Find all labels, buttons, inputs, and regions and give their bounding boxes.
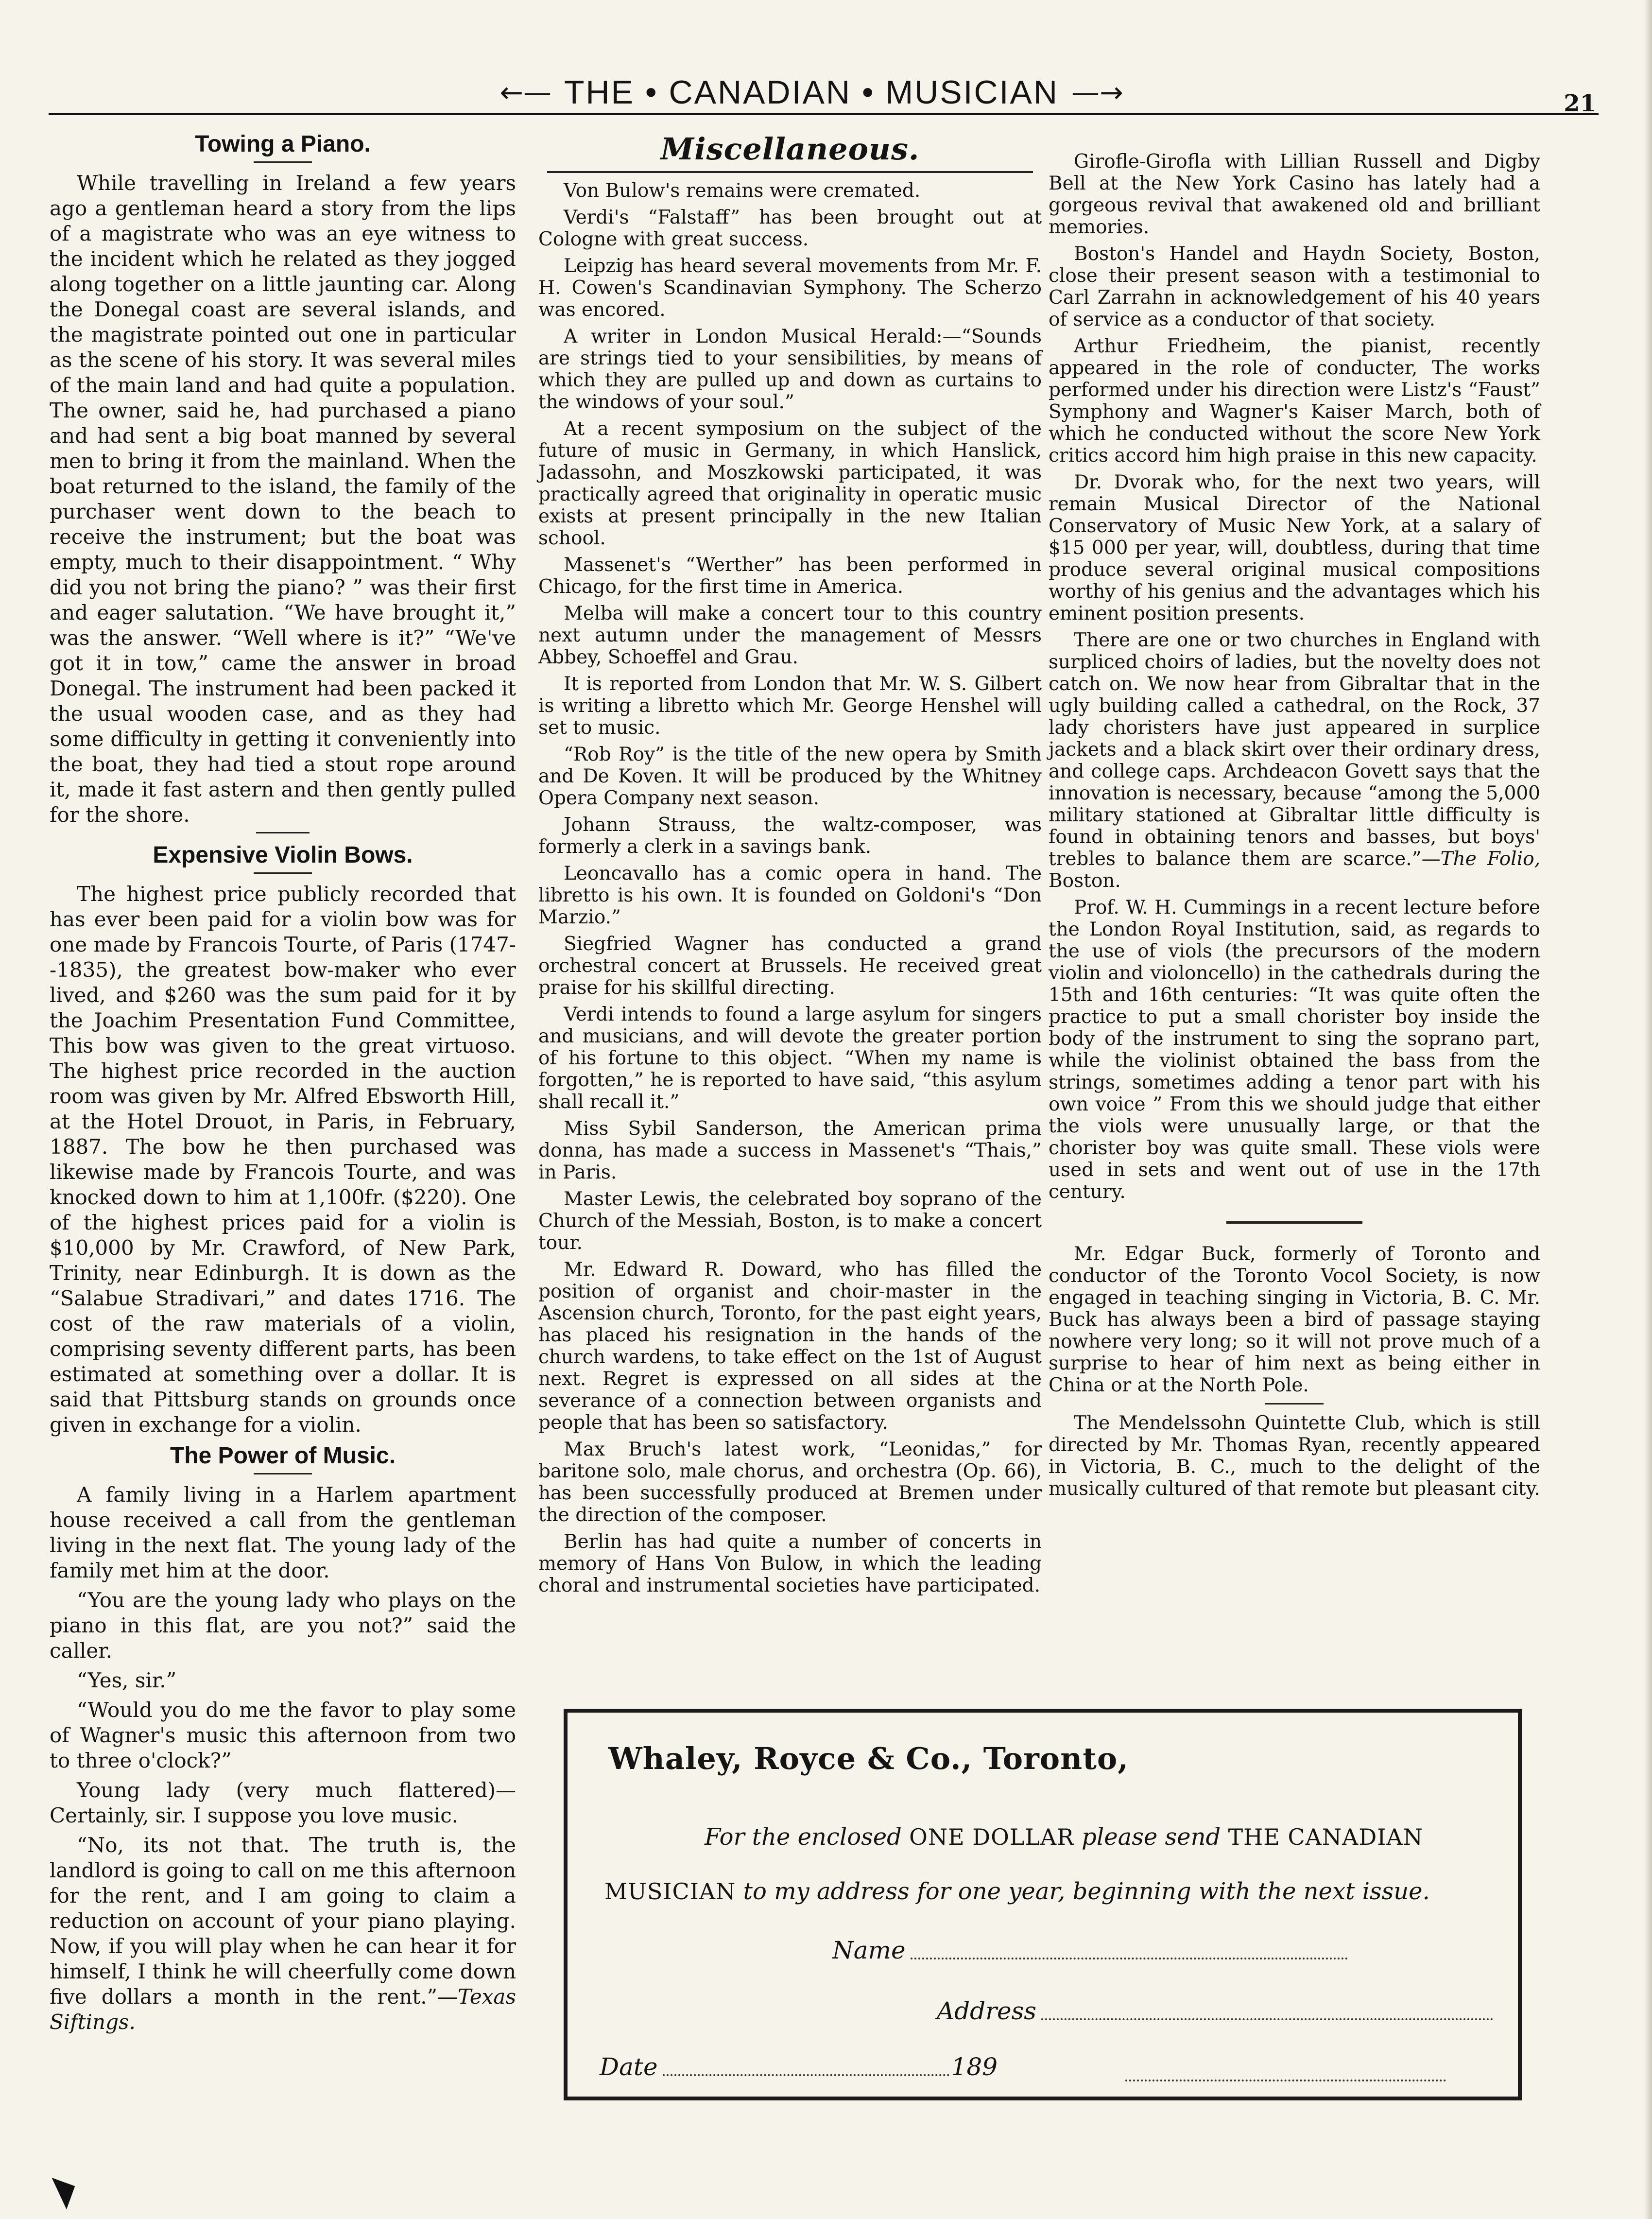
- power-paragraph-4: “Would you do me the favor to play some of Wagner's music this afternoon from two to three o'clock?”: [50, 1698, 516, 1772]
- power-quote-text: “No, its not that. The truth is, the landlord is going to call on me this afternoon for the rent, and I am going to claim a reduction on account of your piano playing. Now, if you will play when he can hear it for himself, I think he will cheerfully come down five dollars a month in the rent.”—: [50, 1833, 516, 2009]
- misc-item: “Rob Roy” is the title of the new opera by Smith and De Koven. It will be produced by the Whitney Opera Company next season.: [538, 744, 1042, 809]
- misc-item: Johann Strauss, the waltz-composer, was formerly a clerk in a savings bank.: [538, 814, 1042, 858]
- name-field[interactable]: [832, 1936, 1348, 1964]
- news-item: The Mendelssohn Quintette Club, which is still directed by Mr. Thomas Ryan, recently appeared in Victoria, B. C., much to the delight of the musically cultured of that remote but pleasant city.: [1049, 1412, 1540, 1500]
- misc-item: Berlin has had quite a number of concerts in memory of Hans Von Bulow, in which the leading choral and instrumental societies have participated.: [538, 1531, 1042, 1596]
- page-number: 21: [1564, 90, 1596, 117]
- misc-item: It is reported from London that Mr. W. S. Gilbert is writing a libretto which Mr. George Henshel will set to music.: [538, 673, 1042, 739]
- section-dash: [1265, 1403, 1324, 1404]
- misc-item: At a recent symposium on the subject of the future of music in Germany, in which Hanslick, Jadassohn, and Moszkowski participated, it was practically agreed that originality in operatic music exists at present principally in the new Italian school.: [538, 418, 1042, 549]
- misc-item: Verdi's “Falstaff” has been brought out at Cologne with great success.: [538, 207, 1042, 250]
- miscellaneous-heading: Miscellaneous.: [660, 131, 920, 167]
- heading-dash: [254, 872, 312, 874]
- coupon-phrase: ONE DOLLAR: [909, 1824, 1074, 1850]
- name-blank-line[interactable]: [911, 1958, 1348, 1959]
- news-item: Mr. Edgar Buck, formerly of Toronto and conductor of the Toronto Vocol Society, is now engaged in teaching singing in Victoria, B. C. Mr. Buck has always been a bird of passage staying nowhere very long; so it will not prove much of a surprise to hear of him next as being either in China or at the North Pole.: [1049, 1243, 1540, 1396]
- towing-paragraph: While travelling in Ireland a few years ago a gentleman heard a story from the lips of a magistrate who was an eye witness to the incident which he related as they jogged along together on a little jaunting car. Along the Donegal coast are several islands, and the magistrate pointed out one in particular as the scene of his story. It was several miles of the main land and had quite a population. The owner, said he, had purchased a piano and had sent a big boat manned by several men to bring it from the mainland. When the boat returned to the island, the family of the purchaser went down to the beach to receive the instrument; but the boat was empty, much to their disappointment. “ Why did you not bring the piano? ” was their first and eager salutation. “We have brought it,” was the answer. “Well where is it?” “We've got it in tow,” came the answer in broad Donegal. The instrument had been packed it the usual wooden case, and as they had some difficulty in getting it conveniently into the boat, they had tied a stout rope around it, made it fast astern and then gently pulled for the shore.: [50, 171, 516, 827]
- misc-item: Melba will make a concert tour to this country next autumn under the management of Messrs Abbey, Schoeffel and Grau.: [538, 603, 1042, 668]
- misc-item: Leipzig has heard several movements from Mr. F. H. Cowen's Scandinavian Symphony. The Scherzo was encored.: [538, 255, 1042, 321]
- year-prefix: 189: [951, 2053, 998, 2081]
- signature-blank-line[interactable]: [1125, 2080, 1446, 2081]
- power-paragraph-6: [50, 1833, 516, 2035]
- power-paragraph-5: Young lady (very much flattered)—Certainly, sir. I suppose you love music.: [50, 1778, 516, 1827]
- coupon-text-line-2: [604, 1878, 1430, 1905]
- address-blank-line[interactable]: [1041, 2018, 1493, 2020]
- middle-column: [538, 131, 1042, 1601]
- misc-item: Verdi intends to found a large asylum for singers and musicians, and will devote the greater portion of his fortune to this object. “When my name is forgotten,” he is reported to have said, “this asylum shall recall it.”: [538, 1004, 1042, 1113]
- power-paragraph-3: “Yes, sir.”: [77, 1668, 177, 1692]
- folio-source: The Folio,: [1440, 848, 1540, 870]
- misc-item: Von Bulow's remains were cremated.: [564, 180, 921, 202]
- coupon-phrase: For the enclosed: [705, 1823, 902, 1851]
- bows-heading: Expensive Violin Bows.: [153, 842, 413, 868]
- misc-item: Massenet's “Werther” has been performed in Chicago, for the first time in America.: [538, 554, 1042, 598]
- publication-title: THE • CANADIAN • MUSICIAN: [564, 74, 1059, 111]
- news-item: [1049, 629, 1540, 892]
- bows-paragraph: The highest price publicly recorded that has ever been paid for a violin bow was for one made by Francois Tourte, of Paris (1747--1835), the greatest bow-maker who ever lived, and $260 was the sum paid for it by the Joachim Presentation Fund Committee, This bow was given to the great virtuoso. The highest price recorded in the auction room was given by Mr. Alfred Ebsworth Hill, at the Hotel Drouot, in Paris, in February, 1887. The bow he then purchased was likewise made by Francois Tourte, and was knocked down to him at 1,100fr. ($220). One of the highest prices paid for a violin is $10,000 by Mr. Crawford, of New Park, Trinity, near Edinburgh. It is down as the “Salabue Stradivari,” and dates 1716. The cost of the raw materials of a violin, comprising seventy different parts, has been estimated at something over a dollar. It is said that Pittsburg stands on grounds once given in exchange for a violin.: [50, 882, 516, 1437]
- power-paragraph-2: “You are the young lady who plays on the piano in this flat, are you not?” said the caller.: [50, 1588, 516, 1663]
- right-arrow-ornament: —→: [1071, 76, 1123, 109]
- corner-mark: [52, 2170, 82, 2209]
- right-column: [1049, 151, 1540, 1505]
- coupon-phrase: please send: [1082, 1823, 1221, 1851]
- name-label: Name: [832, 1936, 906, 1964]
- misc-item: Miss Sybil Sanderson, the American prima donna, has made a success in Massenet's “Thais,” in Paris.: [538, 1118, 1042, 1183]
- folio-city: Boston.: [1049, 870, 1121, 892]
- power-source: Texas Siftings.: [50, 1985, 516, 2034]
- news-item: Boston's Handel and Haydn Society, Boston, close their present season with a testimonial to Carl Zarrahn in acknowledgement of his 40 years of service as a conductor of that society.: [1049, 243, 1540, 330]
- address-field[interactable]: [937, 1997, 1493, 2025]
- power-paragraph-1: A family living in a Harlem apartment house received a call from the gentleman living in the next flat. The young lady of the family met him at the door.: [50, 1483, 516, 1582]
- misc-item: Mr. Edward R. Doward, who has filled the position of organist and choir-master in the Ascension church, Toronto, for the past eight years, has placed his resignation in the hands of the church wardens, to take effect on the 1st of August next. Regret is expressed on all sides at the severance of a connection between organists and people that has been so satisfactory.: [538, 1259, 1042, 1434]
- date-label: Date: [600, 2053, 658, 2081]
- misc-item: Leoncavallo has a comic opera in hand. The libretto is his own. It is founded on Goldoni's “Don Marzio.”: [538, 863, 1042, 928]
- left-column: [50, 126, 516, 2039]
- section-rule: [1226, 1221, 1362, 1224]
- left-arrow-ornament: ←—: [499, 76, 551, 109]
- subscription-coupon: [564, 1709, 1522, 2100]
- scan-edge-shadow: [1644, 0, 1652, 2219]
- coupon-text-line-1: [705, 1823, 1423, 1851]
- miscellaneous-rule: [547, 171, 1033, 173]
- coupon-firm-name: Whaley, Royce & Co., Toronto,: [608, 1741, 1129, 1776]
- power-heading: The Power of Music.: [170, 1443, 396, 1469]
- header-rule: [49, 113, 1599, 115]
- gibraltar-text: There are one or two churches in England with surpliced choirs of ladies, but the novelty does not catch on. We now hear from Gibraltar that in the ugly building called a cathedral, on the Rock, 37 lady choristers have just appeared in surplice jackets and a black skirt over their ordinary dress, and college caps. Archdeacon Govett says that the innovation is necessary, because “among the 5,000 military stationed at Gibraltar little difficulty is found in obtaining tenors and basses, but boys' trebles to balance them are scarce.”—: [1049, 629, 1540, 870]
- towing-heading: Towing a Piano.: [195, 131, 371, 157]
- heading-dash: [254, 161, 312, 163]
- news-item: Arthur Friedheim, the pianist, recently appeared in the role of conducter, The works performed under his direction were Listz's “Faust” Symphony and Wagner's Kaiser March, both of which he conducted without the score New York critics accord him high praise in this new capacity.: [1049, 335, 1540, 467]
- heading-dash: [254, 1473, 312, 1474]
- news-item: Prof. W. H. Cummings in a recent lecture before the London Royal Institution, said, as regards to the use of viols (the precursors of the modern violin and violoncello) in the cathedrals during the 15th and 16th centuries: “It was quite often the practice to put a small chorister boy inside the body of the instrument to sing the soprano part, while the violinist obtained the bass from the strings, sometimes adding a tenor part with his own voice ” From this we should judge that either the viols were unusually large, or that the chorister boy was quite small. These viols were used in sets and went out of use in the 17th century.: [1049, 897, 1540, 1203]
- misc-item: Siegfried Wagner has conducted a grand orchestral concert at Brussels. He received great praise for his skillful directing.: [538, 933, 1042, 999]
- misc-item: A writer in London Musical Herald:—“Sounds are strings tied to your sensibilities, by means of which they are pulled up and down as curtains to the windows of your soul.”: [538, 326, 1042, 413]
- coupon-phrase: MUSICIAN: [604, 1878, 736, 1905]
- masthead: [49, 73, 1574, 112]
- coupon-phrase: to my address for one year, beginning with the next issue.: [743, 1878, 1430, 1905]
- section-dash: [256, 832, 310, 833]
- date-blank-line[interactable]: [663, 2074, 949, 2076]
- news-item: Girofle-Girofla with Lillian Russell and Digby Bell at the New York Casino has lately had a gorgeous revival that awakened old and brilliant memories.: [1049, 151, 1540, 238]
- address-label: Address: [937, 1997, 1036, 2025]
- date-field[interactable]: [600, 2053, 998, 2081]
- news-item: Dr. Dvorak who, for the next two years, will remain Musical Director of the National Conservatory of Music New York, at a salary of $15 000 per year, will, doubtless, during that time produce several original musical compositions worthy of his genius and the advantages which his eminent position presents.: [1049, 471, 1540, 624]
- misc-item: Master Lewis, the celebrated boy soprano of the Church of the Messiah, Boston, is to make a concert tour.: [538, 1188, 1042, 1254]
- coupon-phrase: THE CANADIAN: [1228, 1824, 1423, 1850]
- misc-item: Max Bruch's latest work, “Leonidas,” for baritone solo, male chorus, and orchestra (Op. 66), has been successfully produced at Bremen under the direction of the composer.: [538, 1439, 1042, 1526]
